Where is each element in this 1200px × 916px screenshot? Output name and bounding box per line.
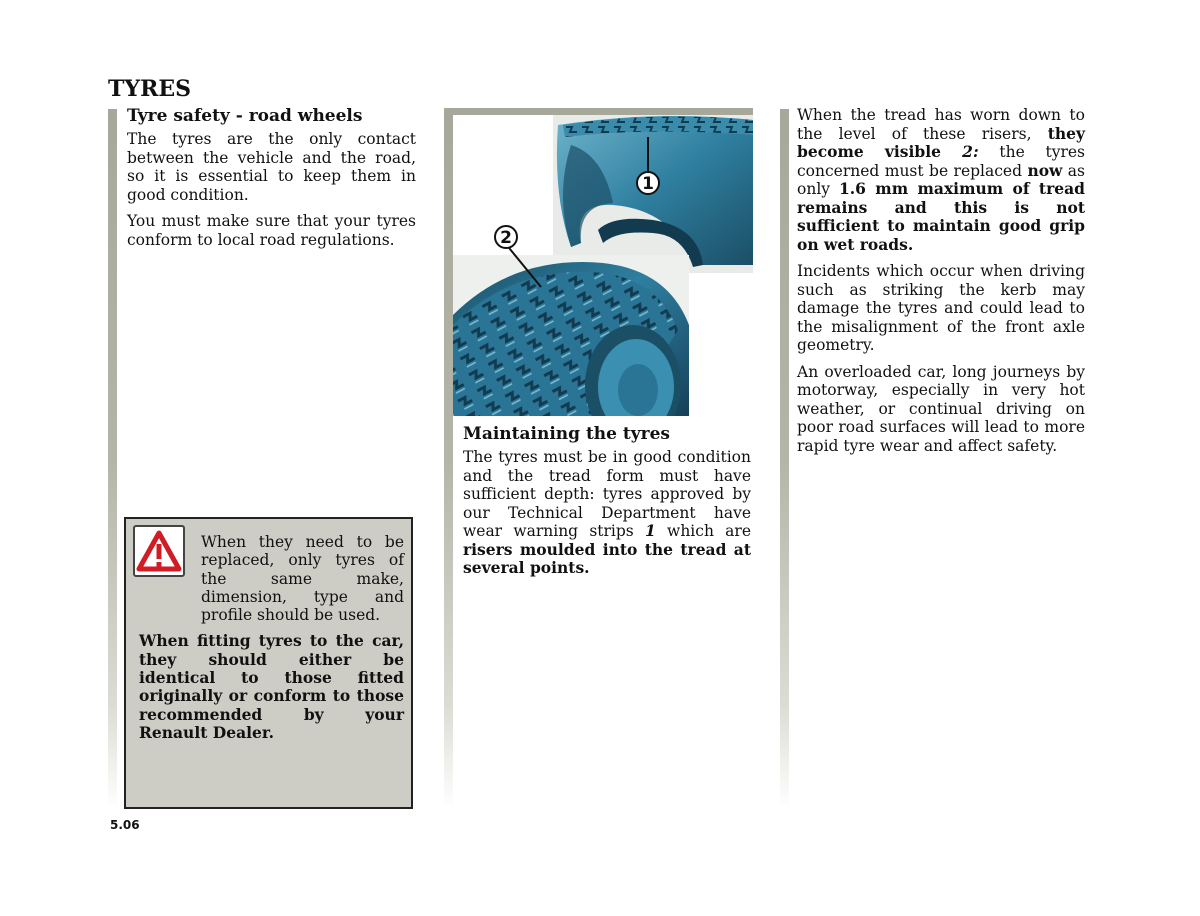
column-1 bbox=[127, 106, 416, 257]
paragraph: You must make sure that your tyres conform to local road regulations. bbox=[127, 212, 416, 249]
column-3 bbox=[797, 106, 1085, 463]
warning-paragraph-bold: When fitting tyres to the car, they should either be identical to those fitted originally or conform to those recommended by your Renault Dealer. bbox=[139, 631, 404, 742]
paragraph: The tyres are the only contact between the vehicle and the road, so it is essential to keep them in good condition. bbox=[127, 130, 416, 204]
column-2-bar bbox=[444, 109, 453, 809]
page-number: 5.06 bbox=[110, 818, 140, 832]
warning-text bbox=[139, 533, 404, 750]
callout-1: 1 bbox=[642, 174, 654, 194]
paragraph: The tyres must be in good condition and the tread form must have sufficient depth: tyres approved by our Technical Department have wear warning strips 1 which are risers moulded into the tread at several points. bbox=[463, 448, 751, 577]
tyre-illustration bbox=[453, 115, 753, 416]
section-heading-tyre-safety: Tyre safety - road wheels bbox=[127, 106, 363, 126]
paragraph: Incidents which occur when driving such as striking the kerb may damage the tyres and could lead to the misalignment of the front axle geometry. bbox=[797, 262, 1085, 354]
paragraph: When the tread has worn down to the level of these risers, they become visible 2: the tyres concerned must be replaced now as only 1.6 mm maximum of tread remains and this is not sufficient to maintain good grip on wet roads. bbox=[797, 106, 1086, 254]
column-3-bar bbox=[780, 109, 789, 809]
section-heading-maintaining: Maintaining the tyres bbox=[463, 424, 670, 444]
column-1-bar bbox=[108, 109, 117, 809]
warning-paragraph: When they need to be replaced, only tyres of the same make, dimension, type and profile should be used. bbox=[201, 533, 404, 625]
callout-2: 2 bbox=[500, 228, 512, 248]
paragraph: An overloaded car, long journeys by motorway, especially in very hot weather, or continual driving on poor road surfaces will lead to more rapid tyre wear and affect safety. bbox=[797, 362, 1085, 455]
page-title: TYRES bbox=[108, 76, 192, 102]
column-2 bbox=[463, 424, 751, 586]
warning-box bbox=[124, 517, 413, 809]
